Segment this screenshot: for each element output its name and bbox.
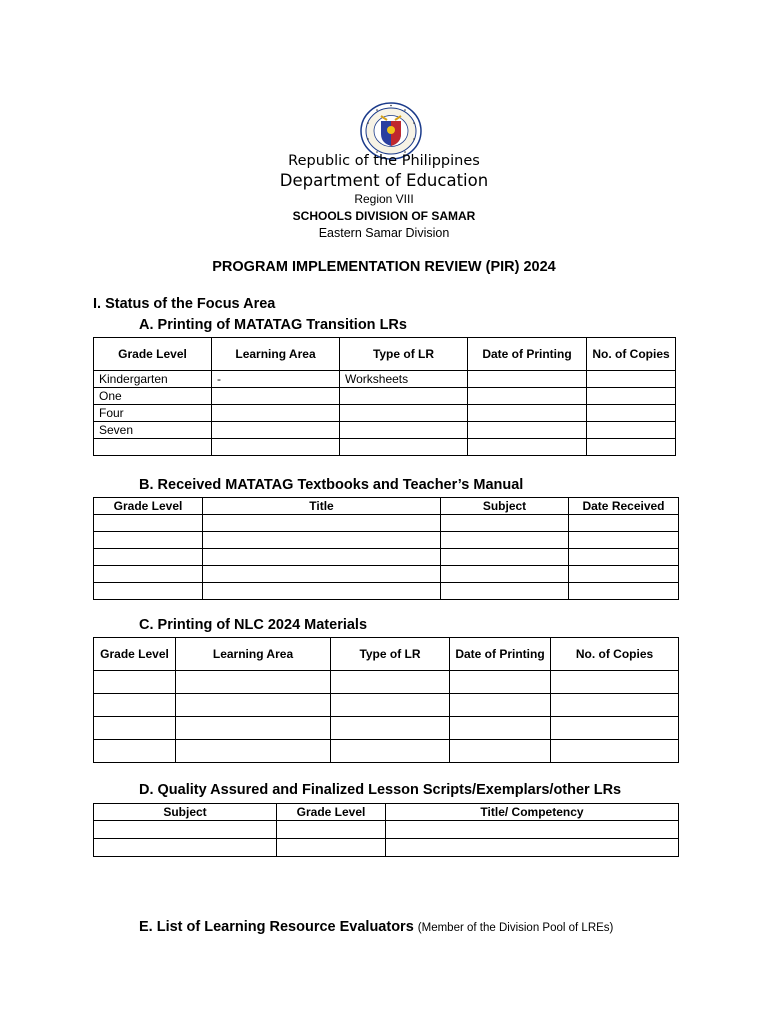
table-cell bbox=[551, 740, 679, 763]
table-cell bbox=[94, 694, 176, 717]
deped-seal-icon bbox=[359, 101, 423, 161]
table-row bbox=[94, 717, 679, 740]
division-line: SCHOOLS DIVISION OF SAMAR bbox=[292, 209, 476, 223]
table-row bbox=[94, 388, 676, 405]
table-cell bbox=[569, 549, 679, 566]
table-cell bbox=[94, 566, 203, 583]
table-cell bbox=[340, 439, 468, 456]
table-cell bbox=[94, 439, 212, 456]
table-cell: One bbox=[94, 388, 212, 405]
column-header: Grade Level bbox=[94, 498, 203, 515]
received-textbooks-table bbox=[93, 497, 679, 600]
column-header: Type of LR bbox=[340, 338, 468, 371]
column-header: Grade Level bbox=[277, 804, 386, 821]
table-cell bbox=[203, 566, 441, 583]
table-row bbox=[94, 515, 679, 532]
document-title: PROGRAM IMPLEMENTATION REVIEW (PIR) 2024 bbox=[212, 259, 556, 275]
table-cell bbox=[203, 583, 441, 600]
table-cell bbox=[450, 740, 551, 763]
table-cell bbox=[94, 740, 176, 763]
table-cell bbox=[468, 422, 587, 439]
table-cell bbox=[569, 532, 679, 549]
table-cell bbox=[587, 439, 676, 456]
section-e-heading bbox=[139, 919, 613, 935]
table-row bbox=[94, 671, 679, 694]
region-line: Region VIII bbox=[354, 192, 414, 206]
table-cell: Worksheets bbox=[340, 371, 468, 388]
table-cell bbox=[468, 388, 587, 405]
table-row bbox=[94, 566, 679, 583]
section-d-heading: D. Quality Assured and Finalized Lesson Scripts/Exemplars/other LRs bbox=[139, 782, 622, 798]
table-cell bbox=[441, 515, 569, 532]
table-row bbox=[94, 740, 679, 763]
table-cell bbox=[450, 717, 551, 740]
department-line: Department of Education bbox=[279, 171, 489, 190]
table-cell bbox=[203, 549, 441, 566]
table-cell bbox=[386, 821, 679, 839]
table-cell bbox=[203, 532, 441, 549]
table-cell bbox=[340, 422, 468, 439]
column-header: No. of Copies bbox=[587, 338, 676, 371]
sub-division-line: Eastern Samar Division bbox=[318, 226, 450, 240]
table-cell bbox=[212, 422, 340, 439]
table-cell bbox=[441, 583, 569, 600]
table-row bbox=[94, 549, 679, 566]
column-header: Subject bbox=[441, 498, 569, 515]
table-cell bbox=[94, 821, 277, 839]
table-cell bbox=[331, 717, 450, 740]
lesson-scripts-table bbox=[93, 803, 679, 857]
section-e-title: E. List of Learning Resource Evaluators bbox=[139, 919, 414, 935]
table-cell bbox=[203, 515, 441, 532]
table-cell bbox=[587, 405, 676, 422]
table-row bbox=[94, 439, 676, 456]
table-cell bbox=[212, 439, 340, 456]
table-row bbox=[94, 532, 679, 549]
table-cell bbox=[450, 694, 551, 717]
table-cell bbox=[176, 694, 331, 717]
table-cell bbox=[94, 515, 203, 532]
table-cell bbox=[468, 405, 587, 422]
table-cell bbox=[94, 532, 203, 549]
table-cell bbox=[587, 422, 676, 439]
column-header: Learning Area bbox=[212, 338, 340, 371]
table-cell bbox=[176, 740, 331, 763]
table-cell bbox=[212, 388, 340, 405]
table-cell bbox=[94, 583, 203, 600]
table-cell bbox=[569, 583, 679, 600]
table-cell bbox=[450, 671, 551, 694]
section-e-note: (Member of the Division Pool of LREs) bbox=[417, 922, 614, 934]
table-cell bbox=[176, 717, 331, 740]
nlc-materials-table bbox=[93, 637, 679, 763]
column-header: Title/ Competency bbox=[386, 804, 679, 821]
table-row bbox=[94, 405, 676, 422]
table-cell bbox=[441, 566, 569, 583]
column-header: Subject bbox=[94, 804, 277, 821]
section-a-heading: A. Printing of MATATAG Transition LRs bbox=[139, 317, 407, 333]
table-cell bbox=[212, 405, 340, 422]
column-header: Learning Area bbox=[176, 638, 331, 671]
table-cell bbox=[569, 515, 679, 532]
table-cell: Kindergarten bbox=[94, 371, 212, 388]
republic-line: Republic of the Philippines bbox=[288, 153, 480, 169]
table-row bbox=[94, 371, 676, 388]
table-cell bbox=[331, 694, 450, 717]
table-cell bbox=[587, 388, 676, 405]
table-cell bbox=[331, 740, 450, 763]
table-cell bbox=[441, 532, 569, 549]
table-cell bbox=[386, 839, 679, 857]
table-cell bbox=[587, 371, 676, 388]
table-cell bbox=[569, 566, 679, 583]
table-cell bbox=[551, 717, 679, 740]
table-row bbox=[94, 694, 679, 717]
table-cell bbox=[94, 717, 176, 740]
section-b-heading: B. Received MATATAG Textbooks and Teacher’s Manual bbox=[139, 477, 524, 493]
table-cell bbox=[468, 371, 587, 388]
table-row bbox=[94, 583, 679, 600]
table-cell bbox=[94, 671, 176, 694]
table-cell: - bbox=[212, 371, 340, 388]
column-header: Title bbox=[203, 498, 441, 515]
table-cell bbox=[94, 839, 277, 857]
table-cell bbox=[94, 549, 203, 566]
table-cell bbox=[340, 388, 468, 405]
column-header: No. of Copies bbox=[551, 638, 679, 671]
table-cell bbox=[551, 694, 679, 717]
column-header: Grade Level bbox=[94, 638, 176, 671]
table-cell bbox=[340, 405, 468, 422]
table-cell bbox=[277, 839, 386, 857]
table-row bbox=[94, 422, 676, 439]
table-row bbox=[94, 839, 679, 857]
matatag-transition-lr-table bbox=[93, 337, 676, 456]
table-cell bbox=[441, 549, 569, 566]
table-cell bbox=[468, 439, 587, 456]
section-c-heading: C. Printing of NLC 2024 Materials bbox=[139, 617, 368, 633]
table-cell: Seven bbox=[94, 422, 212, 439]
column-header: Date of Printing bbox=[450, 638, 551, 671]
table-cell bbox=[551, 671, 679, 694]
section-i-heading: I. Status of the Focus Area bbox=[93, 296, 276, 312]
table-cell: Four bbox=[94, 405, 212, 422]
table-cell bbox=[277, 821, 386, 839]
column-header: Grade Level bbox=[94, 338, 212, 371]
table-row bbox=[94, 821, 679, 839]
column-header: Date Received bbox=[569, 498, 679, 515]
column-header: Type of LR bbox=[331, 638, 450, 671]
table-cell bbox=[176, 671, 331, 694]
column-header: Date of Printing bbox=[468, 338, 587, 371]
table-cell bbox=[331, 671, 450, 694]
